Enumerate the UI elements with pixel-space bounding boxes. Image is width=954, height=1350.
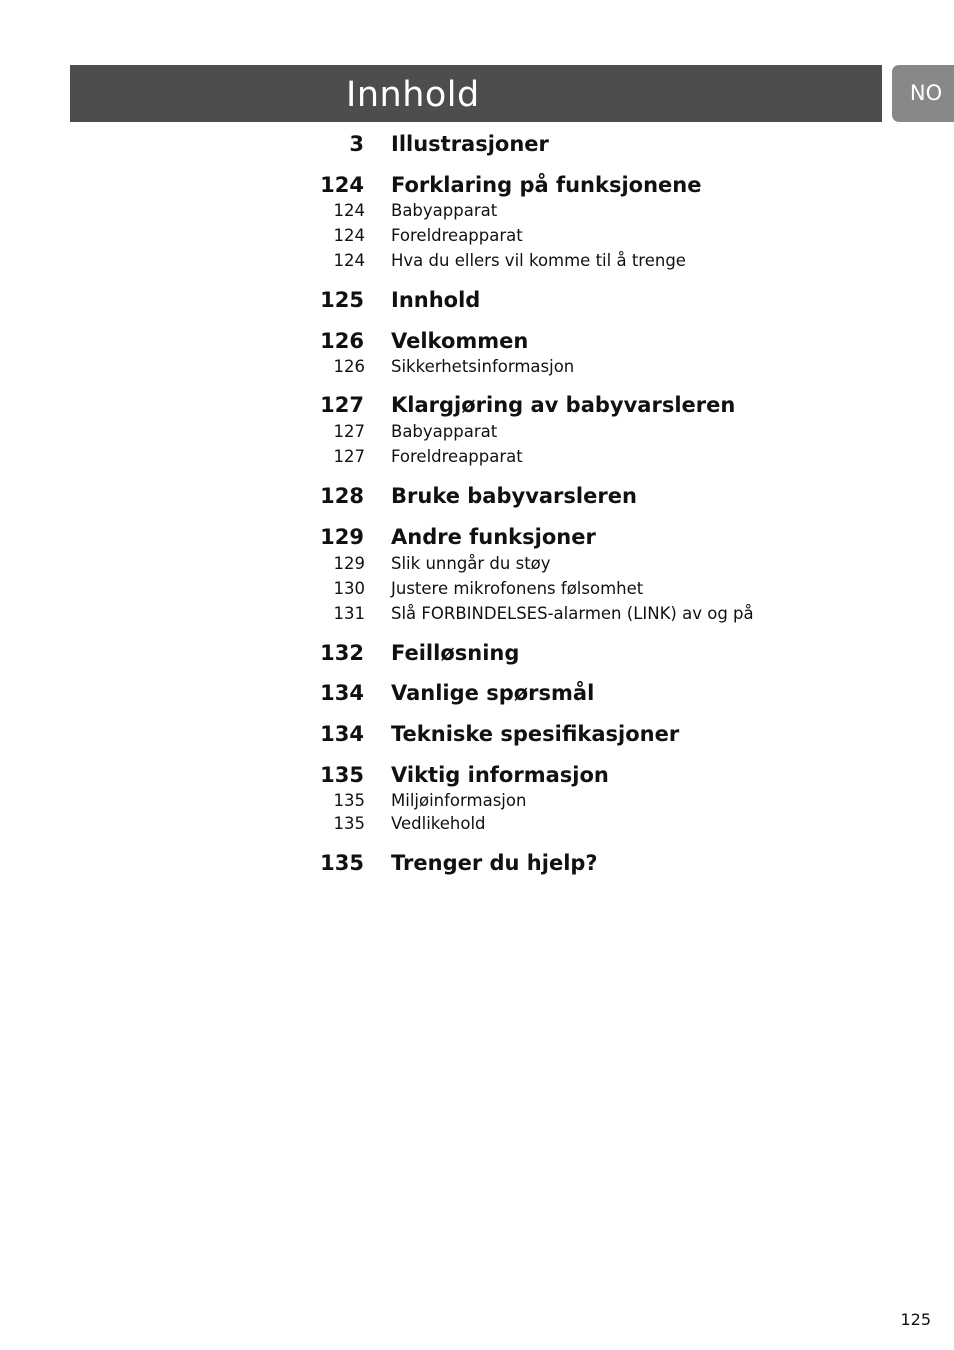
toc-title: Velkommen <box>391 329 529 353</box>
toc-entry[interactable] <box>0 678 954 708</box>
toc-page-number: 125 <box>320 288 364 312</box>
toc-title: Andre funksjoner <box>391 525 596 549</box>
toc-page-number: 124 <box>333 226 365 245</box>
toc-entry[interactable] <box>0 326 954 356</box>
toc-subentry[interactable] <box>0 354 954 379</box>
toc-title: Forklaring på funksjonene <box>391 173 702 197</box>
toc-title: Klargjøring av babyvarsleren <box>391 393 736 417</box>
toc-entry[interactable] <box>0 638 954 668</box>
toc-entry[interactable] <box>0 170 954 200</box>
toc-subentry[interactable] <box>0 444 954 469</box>
toc-subentry[interactable] <box>0 248 954 273</box>
toc-page-number: 134 <box>320 681 364 705</box>
language-tab: NO <box>892 65 954 122</box>
toc-page-number: 127 <box>333 422 365 441</box>
toc-page-number: 126 <box>333 357 365 376</box>
toc-page-number: 135 <box>320 763 364 787</box>
toc-title: Sikkerhetsinformasjon <box>391 357 575 376</box>
toc-page-number: 124 <box>333 251 365 270</box>
toc-title: Babyapparat <box>391 201 498 220</box>
toc-entry[interactable] <box>0 390 954 420</box>
toc-page-number: 126 <box>320 329 364 353</box>
toc-page-number: 124 <box>320 173 364 197</box>
page-title: Innhold <box>346 75 480 115</box>
toc-page-number: 135 <box>320 851 364 875</box>
toc-entry[interactable] <box>0 522 954 552</box>
toc-title: Vanlige spørsmål <box>391 681 595 705</box>
toc-subentry[interactable] <box>0 223 954 248</box>
toc-page-number: 135 <box>333 814 365 833</box>
toc-subentry[interactable] <box>0 576 954 601</box>
toc-title: Vedlikehold <box>391 814 486 833</box>
toc-page-number: 128 <box>320 484 364 508</box>
page-number: 125 <box>900 1310 931 1329</box>
toc-page-number: 129 <box>333 554 365 573</box>
toc-title: Viktig informasjon <box>391 763 609 787</box>
toc-page-number: 130 <box>333 579 365 598</box>
toc-subentry[interactable] <box>0 419 954 444</box>
toc-page-number: 135 <box>333 791 365 810</box>
toc-entry[interactable] <box>0 760 954 790</box>
toc-entry[interactable] <box>0 285 954 315</box>
toc-subentry[interactable] <box>0 811 954 836</box>
toc-title: Justere mikrofonens følsomhet <box>391 579 644 598</box>
toc-page-number: 127 <box>320 393 364 417</box>
toc-title: Foreldreapparat <box>391 447 523 466</box>
toc-title: Slå FORBINDELSES-alarmen (LINK) av og på <box>391 604 754 623</box>
toc-title: Bruke babyvarsleren <box>391 484 637 508</box>
toc-title: Slik unngår du støy <box>391 554 551 573</box>
header-bar <box>70 65 882 122</box>
toc-title: Feilløsning <box>391 641 520 665</box>
toc-entry[interactable] <box>0 719 954 749</box>
toc-page-number: 127 <box>333 447 365 466</box>
toc-subentry[interactable] <box>0 601 954 626</box>
toc-title: Hva du ellers vil komme til å trenge <box>391 251 686 270</box>
toc-page-number: 3 <box>349 132 364 156</box>
toc-entry[interactable] <box>0 481 954 511</box>
toc-title: Innhold <box>391 288 481 312</box>
toc-title: Miljøinformasjon <box>391 791 527 810</box>
toc-page-number: 134 <box>320 722 364 746</box>
toc-page-number: 129 <box>320 525 364 549</box>
toc-subentry[interactable] <box>0 788 954 813</box>
toc-page-number: 131 <box>333 604 365 623</box>
toc-page-number: 124 <box>333 201 365 220</box>
toc-title: Foreldreapparat <box>391 226 523 245</box>
toc-entry[interactable] <box>0 129 954 159</box>
toc-title: Tekniske spesifikasjoner <box>391 722 680 746</box>
toc-title: Trenger du hjelp? <box>391 851 598 875</box>
toc-subentry[interactable] <box>0 551 954 576</box>
toc-subentry[interactable] <box>0 198 954 223</box>
toc-title: Babyapparat <box>391 422 498 441</box>
toc-entry[interactable] <box>0 848 954 878</box>
toc-page-number: 132 <box>320 641 364 665</box>
toc-title: Illustrasjoner <box>391 132 549 156</box>
